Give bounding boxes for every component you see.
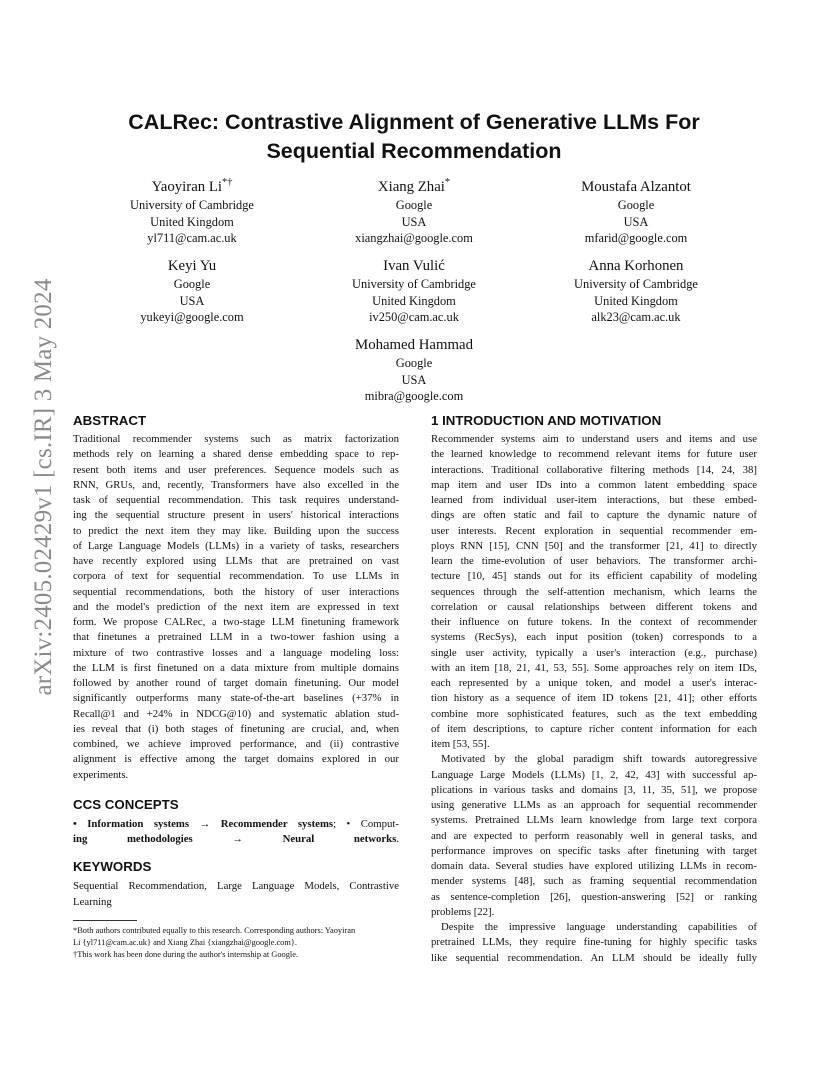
intro-line: Language Large Models (LLMs) [1, 2, 42, 43] with successful ap- [431, 768, 757, 781]
abstract-line: that finetunes a pretrained LLM in a two-tower fashion using a [73, 631, 399, 644]
author-country: USA [401, 372, 427, 387]
intro-line: combine more sophisticated features, such as the text embedding [431, 707, 757, 720]
abstract-line: RNN, GRUs, and, recently, Transformers have also excelled in the [73, 478, 399, 491]
abstract-line: corpora of text for sequential recommendation. To use LLMs in [73, 570, 399, 583]
footnote-line: *Both authors contributed equally to this research. Corresponding authors: Yaoyiran [73, 926, 356, 935]
author-affiliation: Google [173, 277, 211, 291]
author-country: United Kingdom [150, 214, 234, 229]
author-country: USA [623, 214, 649, 229]
abstract-line: ies reveal that (i) both stages of finetuning are crucial, and, when [73, 722, 399, 735]
author-email[interactable]: mibra@google.com [364, 389, 464, 404]
author-name: Keyi Yu [167, 258, 217, 274]
footnote-line: †This work has been done during the author's internship at Google. [73, 949, 299, 959]
author-email[interactable]: xiangzhai@google.com [355, 231, 473, 246]
right-column [431, 412, 757, 966]
author-country: United Kingdom [372, 293, 456, 308]
abstract-line: ing the sequential structure present in users' historical interactions [73, 509, 399, 522]
ccs-concepts: • Information systems → Recommender systems; • Comput- ing methodologies → Neural networks. [73, 817, 399, 845]
intro-line: as sentence-completion [26], question-answering [52] or ranking [431, 890, 757, 903]
abstract-line: mixture of two contrastive losses and a language modeling loss: [73, 646, 399, 659]
intro-line: sequences through the self-attention mechanism, which learns the [431, 585, 757, 598]
intro-line: plications in various tasks and domains [3, 11, 35, 51], we propose [431, 783, 757, 796]
intro-line: using generative LLMs as an approach for sequential recommender [431, 799, 757, 811]
abstract-line: and the model's prediction of the next item are expressed in text [73, 600, 399, 613]
author-affiliation: University of Cambridge [352, 277, 476, 291]
intro-line: Despite the impressive language understanding capabilities of [441, 921, 757, 933]
abstract-line: task of sequential recommendation. This task requires understand- [73, 494, 399, 506]
intro-line: like sequential recommendation. An LLM should be ideally fully [431, 951, 757, 964]
paper-title-line-1: CALRec: Contrastive Alignment of Generative LLMs For [128, 110, 700, 134]
ccs-concept-1: • Information systems → Recommender systems [73, 817, 334, 830]
intro-line: tecture [10, 45] stands out for its efficient capability of modeling [431, 570, 757, 583]
abstract-line: significantly outperforms many state-of-the-art baselines (+37% in [73, 692, 399, 705]
keywords-body [73, 879, 399, 910]
intro-line: their influence on future tokens. In the context of recommender [431, 616, 757, 628]
author-block [92, 257, 292, 326]
intro-paragraph-2 [431, 752, 757, 920]
author-email[interactable]: yukeyi@google.com [140, 310, 244, 325]
author-email[interactable]: alk23@cam.ac.uk [591, 310, 681, 325]
intro-line: systems (RecSys), each input position (token) corresponds to a [431, 631, 757, 644]
abstract-line: have recently explored using LLMs that are pretrained on vast [73, 555, 399, 567]
abstract-line: alignment is effective among the target domains explored in our [73, 753, 399, 766]
intro-heading: 1 INTRODUCTION AND MOTIVATION [431, 413, 662, 428]
abstract-line: Traditional recommender systems such as matrix factorization [73, 433, 399, 445]
author-block [92, 178, 292, 247]
intro-paragraph-1 [431, 432, 757, 752]
author-country: USA [179, 293, 205, 308]
intro-line: each represented by a unique token, and model a user's interac- [431, 677, 757, 689]
abstract-line: combined, we achieve improved performance, and (ii) contrastive [73, 738, 399, 750]
keywords-line: Sequential Recommendation, Large Language Models, Contrastive [73, 880, 399, 893]
intro-line: ploys RNN [15], CNN [50] and the transformer [21, 41] to directly [431, 539, 757, 552]
abstract-line: sequential recommendations, both the history of user interactions [73, 585, 399, 598]
abstract-heading: ABSTRACT [73, 413, 147, 428]
abstract-line: Recall@1 and +24% in NDCG@10) and systematic ablation stud- [73, 707, 399, 720]
footnote-line: Li {yl711@cam.ac.uk} and Xiang Zhai {xiangzhai@google.com}. [73, 937, 297, 947]
intro-line: user interests. Recent exploration in sequential recommender em- [431, 524, 757, 537]
author-block [536, 257, 736, 326]
intro-line: mender systems [48], such as framing sequential recommendation [431, 875, 757, 888]
paper-title [70, 108, 758, 166]
arxiv-sidebar [0, 0, 70, 1072]
intro-line: the learned knowledge to recommend relevant items for future user [431, 448, 757, 461]
abstract-line: followed by another round of target domain finetuning. Our model [73, 677, 399, 689]
left-column [73, 412, 399, 910]
intro-line: correlation or causal relationships between different tokens and [431, 600, 757, 613]
ccs-concept-2: ing methodologies → Neural networks [73, 833, 397, 845]
author-affiliation: Google [395, 198, 433, 212]
intro-line: Motivated by the global paradigm shift towards autoregressive [441, 753, 757, 766]
intro-line: tion history as a sequence of item ID tokens [21, 41]; other efforts [431, 692, 757, 705]
keywords-line: Learning [73, 895, 112, 908]
author-block [314, 257, 514, 326]
intro-line: and are expected to perform reasonably well in general tasks, and [431, 829, 757, 842]
footnotes [73, 925, 399, 960]
author-affiliation: University of Cambridge [130, 198, 254, 212]
intro-line: domain data. Several studies have explored utilizing LLMs in recom- [431, 860, 757, 872]
abstract-line: resent both items and user preferences. Sequence models such as [73, 463, 399, 476]
intro-line: Recommender systems aim to understand users and items and use [431, 433, 757, 445]
intro-line: dings are often static and fail to capture the dynamic nature of [431, 509, 757, 522]
paper-title-line-2: Sequential Recommendation [266, 139, 562, 163]
arxiv-stamp: arXiv:2405.02429v1 [cs.IR] 3 May 2024 [30, 278, 57, 696]
author-email[interactable]: yl711@cam.ac.uk [147, 231, 237, 246]
author-country: United Kingdom [594, 293, 678, 308]
author-name: Yaoyiran Li*† [151, 177, 233, 195]
intro-line: problems [22]. [431, 905, 495, 918]
intro-line: of item descriptions, to capture richer content information for each [431, 722, 757, 735]
intro-line: single user activity, typically a user's interaction (e.g., purchase) [431, 646, 757, 659]
author-email[interactable]: iv250@cam.ac.uk [369, 310, 459, 325]
footnote-rule [73, 920, 137, 921]
author-affiliation: University of Cambridge [574, 277, 698, 291]
author-country: USA [401, 214, 427, 229]
author-block [314, 178, 514, 247]
abstract-line: experiments. [73, 768, 129, 781]
intro-line: with an item [18, 21, 41, 53, 55]. Some approaches rely on item IDs, [431, 661, 757, 674]
abstract-line: methods rely on learning a shared dense embedding space to rep- [73, 448, 399, 461]
abstract-line: the LLM is first finetuned on a data mixture from multiple domains [73, 661, 399, 674]
abstract-line: form. We propose CALRec, a two-stage LLM finetuning framework [73, 616, 399, 628]
abstract-body [73, 432, 399, 783]
intro-line: performance improves on specific tasks after finetuning with target [431, 844, 757, 857]
intro-line: item [53, 55]. [431, 738, 490, 750]
author-name: Moustafa Alzantot [581, 179, 691, 195]
author-block [314, 336, 514, 405]
intro-paragraph-3 [431, 920, 757, 966]
author-name: Anna Korhonen [588, 258, 684, 274]
abstract-line: to predict the next item they may like. Building upon the success [73, 524, 399, 537]
author-block [536, 178, 736, 247]
author-affiliation: Google [617, 198, 655, 212]
intro-line: learned from individual user-item interactions, but these embed- [431, 494, 757, 506]
abstract-line: of Large Language Models (LLMs) in a variety of tasks, researchers [73, 539, 399, 552]
intro-line: map item and user IDs into a common latent embedding space [431, 478, 757, 491]
intro-line: pretrained LLMs, they require fine-tuning for highly specific tasks [431, 936, 757, 949]
intro-line: systems. Pretrained LLMs learn knowledge from large text corpora [431, 814, 757, 827]
author-name: Xiang Zhai* [377, 177, 451, 195]
author-name: Ivan Vulić [383, 258, 445, 274]
author-name: Mohamed Hammad [355, 337, 473, 353]
intro-line: learn the time-evolution of user behaviors. The transformer archi- [431, 555, 757, 567]
ccs-heading: CCS CONCEPTS [73, 796, 179, 812]
keywords-heading: KEYWORDS [73, 859, 152, 875]
author-email[interactable]: mfarid@google.com [584, 231, 688, 246]
intro-line: interactions. Traditional collaborative filtering methods [14, 24, 38] [431, 463, 757, 476]
author-affiliation: Google [395, 356, 433, 370]
